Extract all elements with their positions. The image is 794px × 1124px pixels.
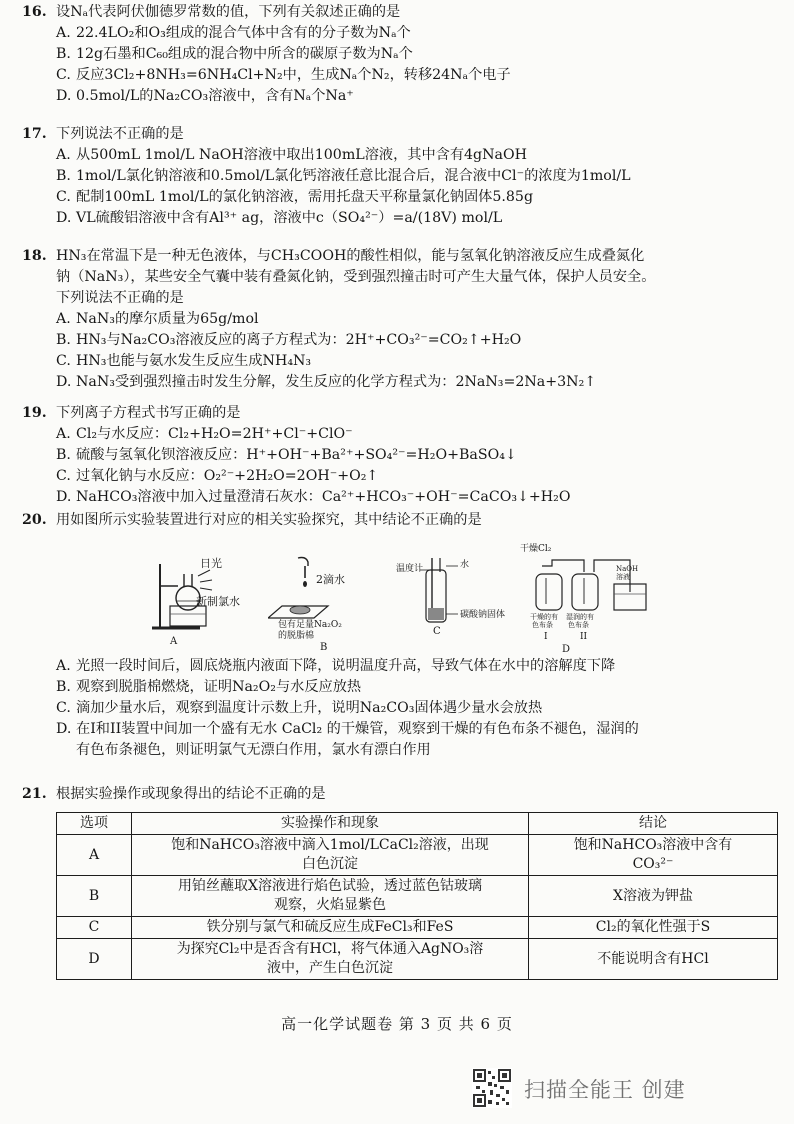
figure-label: 2滴水: [316, 573, 345, 586]
table-cell-conclusion: Cl₂的氧化性强于S: [529, 917, 778, 939]
experiment-table: [56, 812, 778, 980]
table-row: [57, 876, 778, 917]
option-d: D. VL硫酸铝溶液中含有Al³⁺ ag，溶液中c（SO₄²⁻）=a/(18V) mol/L: [56, 210, 503, 226]
question-number: 16.: [22, 4, 47, 20]
option-b: B. 12g石墨和C₆₀组成的混合物中所含的碳原子数为Nₐ个: [56, 46, 413, 62]
table-header: 结论: [529, 813, 778, 835]
option-d: D. NaHCO₃溶液中加入过量澄清石灰水：Ca²⁺+HCO₃⁻+OH⁻=CaCO₃↓+H₂O: [56, 489, 571, 505]
figure-label: 水: [460, 560, 470, 570]
question-number: 19.: [22, 405, 47, 421]
watermark-text: 扫描全能王 创建: [524, 1078, 686, 1102]
figure-label: 干燥的有: [530, 613, 558, 621]
option-a: A. 22.4LO₂和O₃组成的混合气体中含有的分子数为Nₐ个: [56, 25, 411, 41]
table-header: 选项: [57, 813, 132, 835]
question-number: 17.: [22, 126, 47, 142]
table-row: [57, 835, 778, 876]
table-row: [57, 917, 778, 939]
question-stem-cont: 下列说法不正确的是: [56, 290, 184, 306]
figure-letter: C: [433, 626, 441, 637]
question-number: 18.: [22, 248, 47, 264]
question-stem: HN₃在常温下是一种无色液体，与CH₃COOH的酸性相似，能与氢氧化钠溶液反应生成叠氮化: [56, 248, 645, 264]
option-b: B. 硫酸与氢氧化钡溶液反应：H⁺+OH⁻+Ba²⁺+SO₄²⁻=H₂O+BaSO₄↓: [56, 447, 517, 463]
table-cell-operation: 铁分别与氯气和硫反应生成FeCl₃和FeS: [132, 917, 529, 939]
question-20-options: [22, 656, 782, 761]
option-b: B. HN₃与Na₂CO₃溶液反应的离子方程式为：2H⁺+CO₃²⁻=CO₂↑+H₂O: [56, 332, 522, 348]
option-d: D. 0.5mol/L的Na₂CO₃溶液中，含有Nₐ个Na⁺: [56, 88, 354, 104]
table-cell-conclusion: 不能说明含有HCl: [529, 939, 778, 980]
question-stem-cont: 钠（NaN₃），某些安全气囊中装有叠氮化钠，受到强烈撞击时可产生大量气体，保护人员安全。: [56, 269, 656, 285]
figure-label: 干燥Cl₂: [520, 544, 552, 554]
option-b: B. 观察到脱脂棉燃烧，证明Na₂O₂与水反应放热: [56, 679, 362, 695]
question-stem: 用如图所示实验装置进行对应的相关实验探究，其中结论不正确的是: [56, 512, 482, 528]
option-c: C. 过氧化钠与水反应：O₂²⁻+2H₂O=2OH⁻+O₂↑: [56, 468, 379, 484]
table-row: [57, 939, 778, 980]
figure-label: II: [580, 632, 588, 642]
figure-label: 湿润的有: [566, 613, 594, 621]
option-c: C. 反应3Cl₂+8NH₃=6NH₄Cl+N₂中，生成Nₐ个N₂，转移24Nₐ个电子: [56, 67, 511, 83]
qr-code-icon: [472, 1068, 512, 1108]
figure-d: [520, 544, 742, 656]
page-footer: 高一化学试题卷 第 3 页 共 6 页: [281, 1015, 513, 1033]
question-number: 21.: [22, 786, 47, 802]
figure-label: 新制氯水: [196, 595, 240, 608]
option-c: C. 配制100mL 1mol/L的氯化钠溶液，需用托盘天平称量氯化钠固体5.85g: [56, 189, 534, 205]
figure-label: 碳酸钠固体: [460, 610, 506, 620]
question-17: [22, 124, 782, 229]
question-stem: 设Nₐ代表阿伏伽德罗常数的值，下列有关叙述正确的是: [56, 4, 401, 20]
table-cell-operation: 饱和NaHCO₃溶液中滴入1mol/LCaCl₂溶液，出现 白色沉淀: [132, 835, 529, 876]
figure-label: 包有足量Na₂O₂: [278, 620, 342, 630]
scanner-watermark: [472, 1068, 772, 1108]
option-a: A. NaN₃的摩尔质量为65g/mol: [56, 311, 259, 327]
option-b: B. 1mol/L氯化钠溶液和0.5mol/L氯化钙溶液任意比混合后，混合液中Cl⁻的浓度为1mol/L: [56, 168, 631, 184]
question-stem: 下列说法不正确的是: [56, 126, 184, 142]
option-d: D. NaN₃受到强烈撞击时发生分解，发生反应的化学方程式为：2NaN₃=2Na+3N₂↑: [56, 374, 597, 390]
figure-label: NaOH: [616, 565, 639, 573]
figure-label: 温度计: [396, 564, 424, 574]
table-cell-conclusion: X溶液为钾盐: [529, 876, 778, 917]
option-d: D. 在I和II装置中间加一个盛有无水 CaCl₂ 的干燥管，观察到干燥的有色布条不褪色，湿润的: [56, 721, 639, 737]
question-stem: 下列离子方程式书写正确的是: [56, 405, 241, 421]
option-c: C. 滴加少量水后，观察到温度计示数上升，说明Na₂CO₃固体遇少量水会放热: [56, 700, 543, 716]
question-20: [22, 510, 782, 531]
option-c: C. HN₃也能与氨水发生反应生成NH₄N₃: [56, 353, 312, 369]
figure-b: [268, 556, 378, 653]
question-21: [22, 784, 782, 805]
figure-label: 色布条: [532, 621, 553, 629]
table-header: 实验操作和现象: [132, 813, 529, 835]
figure-letter: B: [320, 642, 328, 653]
figure-label: 色布条: [568, 621, 589, 629]
question-stem: 根据实验操作或现象得出的结论不正确的是: [56, 786, 326, 802]
figure-label: 溶液: [616, 573, 630, 581]
table-cell-option: C: [57, 917, 132, 939]
figure-c: [396, 556, 516, 648]
table-cell-option: B: [57, 876, 132, 917]
figure-label: 日光: [200, 557, 222, 570]
table-cell-conclusion: 饱和NaHCO₃溶液中含有 CO₃²⁻: [529, 835, 778, 876]
option-d-cont: 有色布条褪色，则证明氯气无漂白作用，氯水有漂白作用: [76, 742, 431, 758]
table-header-row: [57, 813, 778, 835]
table-cell-operation: 为探究Cl₂中是否含有HCl，将气体通入AgNO₃溶 液中，产生白色沉淀: [132, 939, 529, 980]
question-number: 20.: [22, 512, 47, 528]
option-a: A. Cl₂与水反应：Cl₂+H₂O=2H⁺+Cl⁻+ClO⁻: [56, 426, 353, 442]
table-cell-option: A: [57, 835, 132, 876]
option-a: A. 从500mL 1mol/L NaOH溶液中取出100mL溶液，其中含有4gNaOH: [56, 147, 527, 163]
figure-letter: A: [170, 636, 178, 647]
figure-label: I: [544, 632, 548, 642]
option-a: A. 光照一段时间后，圆底烧瓶内液面下降，说明温度升高，导致气体在水中的溶解度下降: [56, 658, 616, 674]
question-16: [22, 2, 782, 107]
figure-letter: D: [562, 644, 571, 655]
figure-a: [150, 556, 260, 648]
experiment-figures: [150, 544, 750, 656]
figure-label: 的脱脂棉: [278, 631, 315, 641]
question-18: [22, 246, 782, 393]
table-cell-option: D: [57, 939, 132, 980]
table-cell-operation: 用铂丝蘸取X溶液进行焰色试验，透过蓝色钴玻璃 观察，火焰显紫色: [132, 876, 529, 917]
question-19: [22, 403, 782, 508]
